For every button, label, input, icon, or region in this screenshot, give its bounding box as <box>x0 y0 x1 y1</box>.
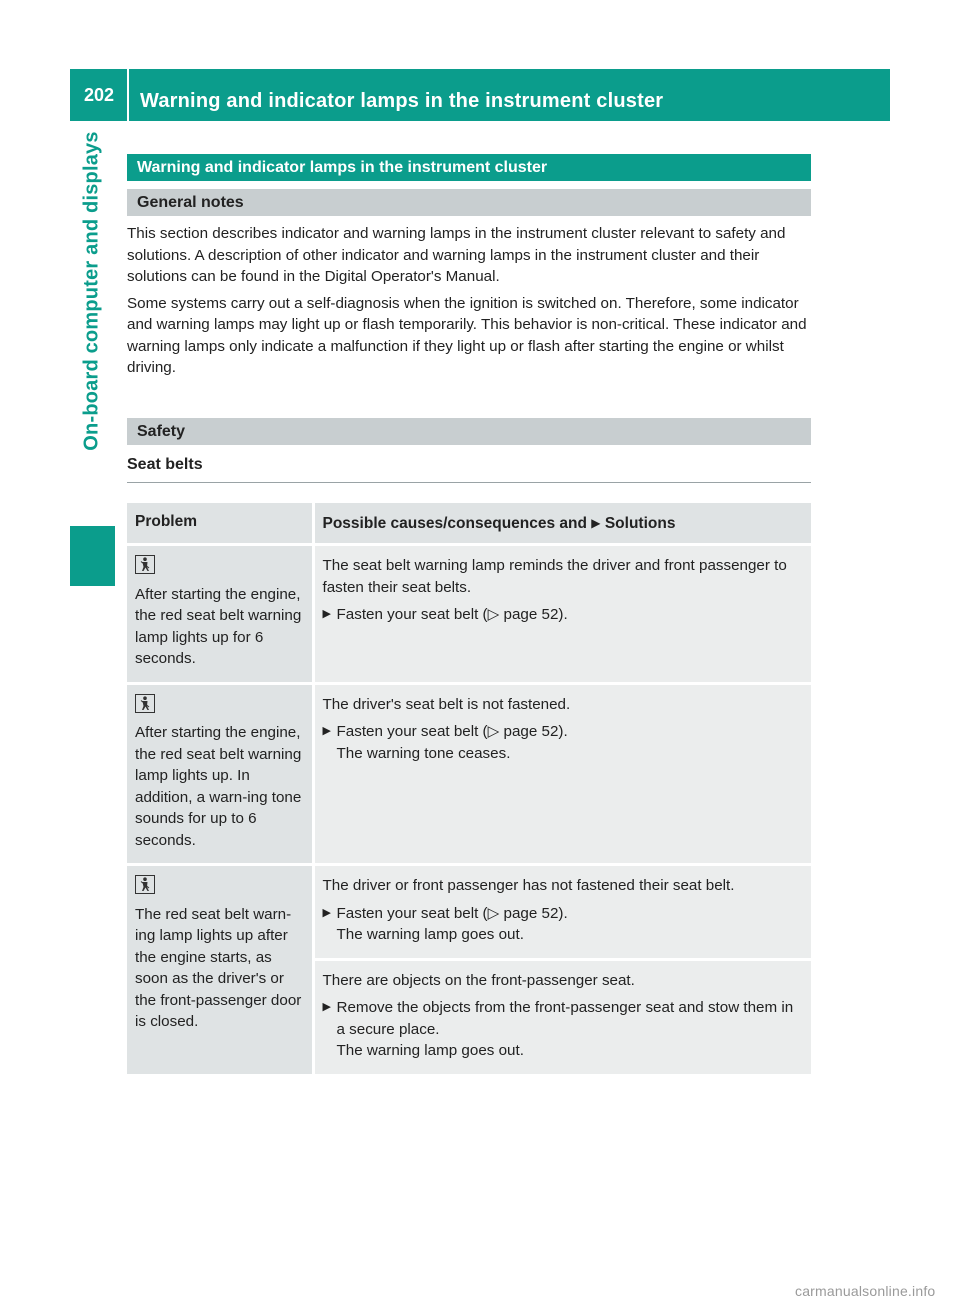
seat-belts-heading: Seat belts <box>127 456 811 483</box>
chapter-label: On-board computer and displays <box>80 131 103 451</box>
problem-cell: After starting the engine, the red seat belt warning lamp lights up for 6 seconds. <box>127 545 313 684</box>
action-arrow-icon: ▶ <box>591 515 601 530</box>
seat-belt-warning-lamp-icon <box>135 694 155 713</box>
main-content <box>127 154 811 1074</box>
step-arrow-icon: ▶ <box>322 725 331 737</box>
solution-step: ▶ Fasten your seat belt (▷ page 52). <box>323 903 804 925</box>
step-arrow-icon: ▶ <box>322 1001 331 1013</box>
solution-cell: There are objects on the front-passenger seat. ▶ Remove the objects from the front-passenger seat and stow them in a secure place. The warning lamp goes out. <box>313 959 811 1074</box>
step-result: The warning lamp goes out. <box>336 926 524 943</box>
chapter-side-tab <box>70 121 115 586</box>
general-notes-paragraph-1: This section describes indicator and warning lamps in the instrument cluster relevant to safety and solutions. A description of other indicator and warning lamps in the instrument cluster and their solutions can be found in the Digital Operator's Manual. <box>127 225 786 285</box>
solution-cell: The seat belt warning lamp reminds the driver and front passenger to fasten their seat belts. ▶ Fasten your seat belt (▷ page 52). <box>313 545 811 684</box>
safety-heading: Safety <box>127 418 811 445</box>
table-row <box>127 865 811 960</box>
header-bar <box>70 69 890 121</box>
chapter-marker-block <box>70 526 115 586</box>
seat-belt-warning-lamp-icon <box>135 555 155 574</box>
table-header-row <box>127 503 811 545</box>
step-result: The warning lamp goes out. <box>336 1042 524 1059</box>
general-notes-heading: General notes <box>127 189 811 216</box>
step-result: The warning tone ceases. <box>336 744 511 762</box>
solution-step: ▶ Fasten your seat belt (▷ page 52). <box>323 721 804 743</box>
footer-watermark: carmanualsonline.info <box>795 1283 936 1299</box>
seat-belt-warning-lamp-icon <box>135 875 155 894</box>
solution-cell: The driver or front passenger has not fastened their seat belt. ▶ Fasten your seat belt (▷ page 52). The warning lamp goes out. <box>313 865 811 960</box>
seat-belt-lamp-table <box>127 503 811 1074</box>
column-header-solutions: Possible causes/consequences and ▶ Solutions <box>313 503 811 545</box>
table-row <box>127 545 811 684</box>
step-arrow-icon: ▶ <box>322 608 331 620</box>
solution-cell: The driver's seat belt is not fastened. ▶ Fasten your seat belt (▷ page 52). The warning tone ceases. <box>313 683 811 865</box>
solution-step: ▶ Fasten your seat belt (▷ page 52). <box>323 604 804 626</box>
step-arrow-icon: ▶ <box>322 906 331 919</box>
section-title: Warning and indicator lamps in the instrument cluster <box>127 154 811 181</box>
page-number: 202 <box>84 85 115 105</box>
header-title: Warning and indicator lamps in the instrument cluster <box>140 90 664 112</box>
header-divider <box>127 69 129 121</box>
problem-cell: After starting the engine, the red seat belt warning lamp lights up. In addition, a warn-ing tone sounds for up to 6 seconds. <box>127 683 313 865</box>
column-header-problem: Problem <box>127 503 313 545</box>
solution-step: ▶ Remove the objects from the front-passenger seat and stow them in a secure place. <box>323 997 804 1040</box>
problem-cell: The red seat belt warn-ing lamp lights up after the engine starts, as soon as the driver's or the front-passenger door is closed. <box>127 865 313 1074</box>
table-row <box>127 683 811 865</box>
general-notes-paragraph-2: Some systems carry out a self-diagnosis when the ignition is switched on. Therefore, some indicator and warning lamps may light up or flash temporarily. This behavior is non-critical. These indicator and warning lamps only indicate a malfunction if they light up or flash after starting the engine or whilst driving. <box>127 294 807 376</box>
